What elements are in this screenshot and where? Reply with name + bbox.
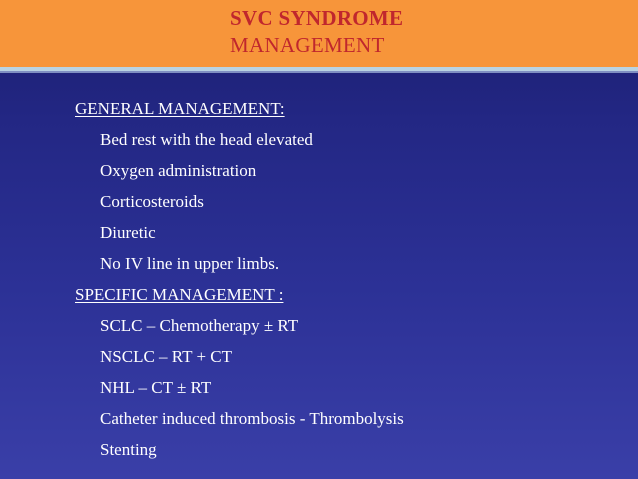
list-item: Oxygen administration xyxy=(100,161,257,180)
list-item: Bed rest with the head elevated xyxy=(100,130,313,149)
list-item: NHL – CT ± RT xyxy=(100,378,212,397)
title-line-1: SVC SYNDROME xyxy=(230,6,404,30)
slide-title xyxy=(230,5,403,59)
title-banner xyxy=(0,0,638,67)
title-line-2: MANAGEMENT xyxy=(230,33,385,57)
list-item: SCLC – Chemotherapy ± RT xyxy=(100,316,299,335)
list-item: No IV line in upper limbs. xyxy=(100,254,280,273)
specific-management-heading: SPECIFIC MANAGEMENT : xyxy=(75,285,284,304)
list-item: Diuretic xyxy=(100,223,156,242)
list-item: Catheter induced thrombosis - Thrombolysis xyxy=(100,409,404,428)
header-divider-shadow xyxy=(0,71,638,73)
general-management-heading: GENERAL MANAGEMENT: xyxy=(75,99,285,118)
list-item: Corticosteroids xyxy=(100,192,204,211)
slide-body xyxy=(75,98,625,470)
list-item: Stenting xyxy=(100,440,157,459)
list-item: NSCLC – RT + CT xyxy=(100,347,232,366)
